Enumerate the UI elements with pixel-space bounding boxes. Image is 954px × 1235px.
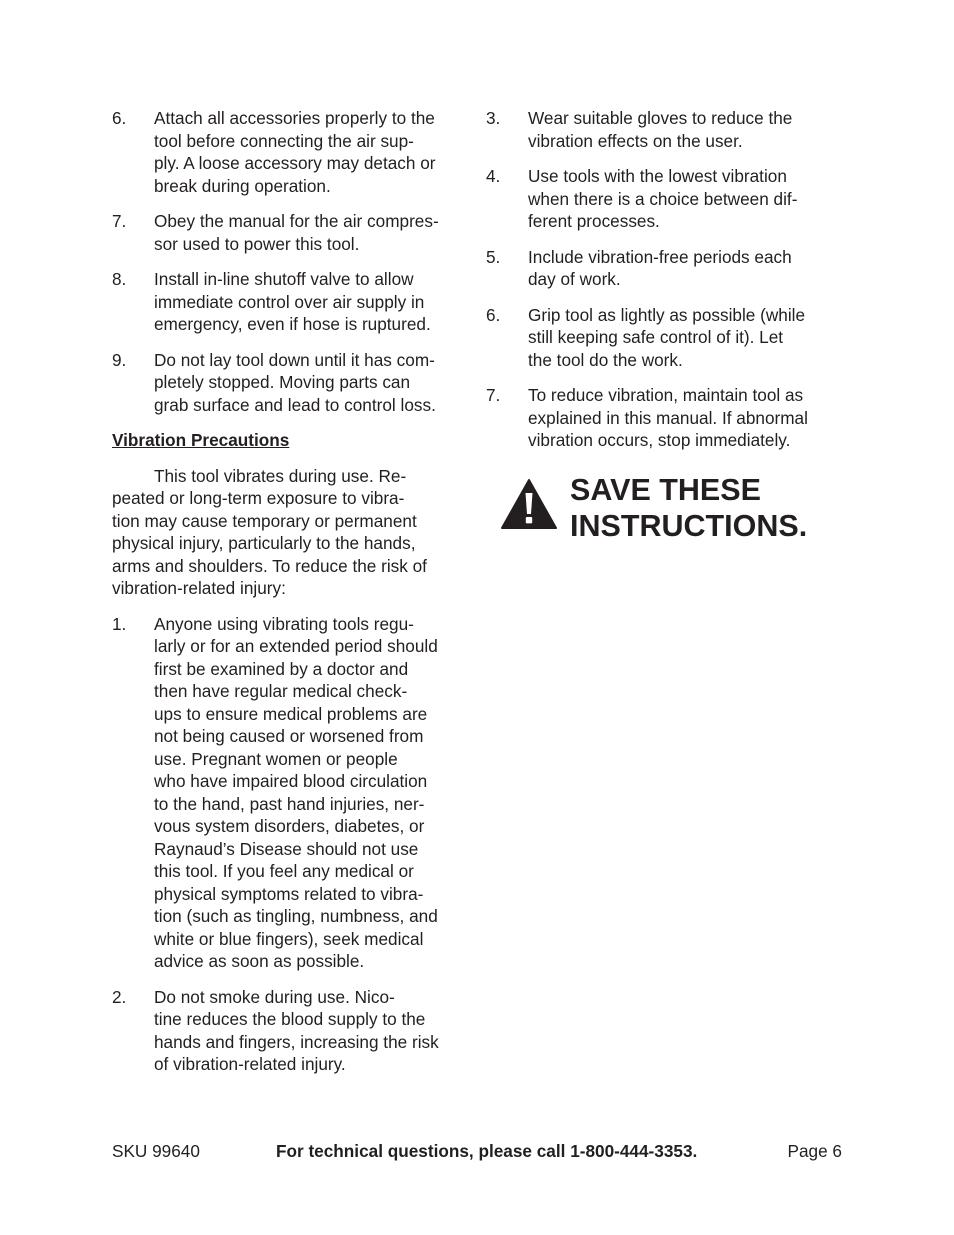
list-item <box>112 210 472 255</box>
item-number: 1. <box>112 613 127 634</box>
item-text <box>154 986 472 1076</box>
item-number: 4. <box>486 166 501 186</box>
page-number: Page 6 <box>787 1141 842 1161</box>
item-text <box>154 107 472 197</box>
text-line: when there is a choice between dif- <box>528 188 798 209</box>
text-line: sor used to power this tool. <box>154 233 360 254</box>
text-line: vibration effects on the user. <box>528 130 743 151</box>
list-item <box>486 384 846 452</box>
item-text <box>528 384 846 452</box>
text-line: grab surface and lead to control loss. <box>154 394 436 415</box>
text-line: pletely stopped. Moving parts can <box>154 372 411 392</box>
sku-label: SKU 99640 <box>112 1141 200 1161</box>
text-line: the tool do the work. <box>528 349 683 370</box>
item-text <box>154 613 472 973</box>
text-line: first be examined by a doctor and <box>154 658 409 679</box>
text-line: Raynaud’s Disease should not use <box>154 838 419 859</box>
text-line: emergency, even if hose is ruptured. <box>154 314 431 334</box>
text-line: this tool. If you feel any medical or <box>154 861 414 881</box>
item-text <box>528 165 846 233</box>
item-text <box>528 304 846 372</box>
item-text <box>154 349 472 417</box>
list-item <box>486 107 846 152</box>
text-line: This tool vibrates during use. Re- <box>154 465 407 486</box>
save-title-line: SAVE THESE <box>570 472 761 507</box>
text-line: physical injury, particularly to the hands, <box>112 533 416 553</box>
text-line: Install in-line shutoff valve to allow <box>154 269 414 289</box>
item-text <box>154 268 472 336</box>
warning-triangle-icon <box>500 478 558 530</box>
text-line: Grip tool as lightly as possible (while <box>528 304 806 325</box>
tech-support-line: For technical questions, please call 1-800-444-3353. <box>276 1141 698 1161</box>
text-line: Do not lay tool down until it has com- <box>154 349 435 370</box>
text-line: tine reduces the blood supply to the <box>154 1009 426 1029</box>
item-number: 2. <box>112 986 127 1007</box>
item-number: 5. <box>486 246 501 267</box>
list-item <box>112 107 472 197</box>
text-line: ups to ensure medical problems are <box>154 703 428 724</box>
text-line: white or blue fingers), seek medical <box>154 928 424 949</box>
list-item <box>486 165 846 233</box>
text-line: Anyone using vibrating tools regu- <box>154 613 414 634</box>
list-item <box>112 613 472 973</box>
item-number: 7. <box>486 385 501 405</box>
text-line: Use tools with the lowest vibration <box>528 166 787 186</box>
intro-paragraph <box>112 465 472 600</box>
text-line: tool before connecting the air sup- <box>154 130 414 151</box>
text-line: of vibration-related injury. <box>154 1054 346 1074</box>
item-number: 6. <box>112 108 127 128</box>
list-item <box>112 268 472 336</box>
item-number: 7. <box>112 211 127 231</box>
item-number: 3. <box>486 108 501 128</box>
save-instructions-notice <box>486 472 846 546</box>
text-line: vous system disorders, diabetes, or <box>154 816 425 836</box>
save-title <box>570 472 807 544</box>
item-text <box>528 107 846 152</box>
text-line: Include vibration-free periods each <box>528 246 792 267</box>
item-number: 9. <box>112 349 127 370</box>
list-item <box>486 304 846 372</box>
text-line: Do not smoke during use. Nico- <box>154 986 395 1007</box>
text-line: To reduce vibration, maintain tool as <box>528 385 804 405</box>
text-line: ferent processes. <box>528 211 660 231</box>
section-heading: Vibration Precautions <box>112 430 290 450</box>
text-line: physical symptoms related to vibra- <box>154 883 424 904</box>
item-text <box>154 210 472 255</box>
text-line: vibration-related injury: <box>112 578 286 598</box>
left-column <box>112 107 472 1089</box>
text-line: hands and fingers, increasing the risk <box>154 1031 439 1052</box>
text-line: day of work. <box>528 269 621 289</box>
text-line: not being caused or worsened from <box>154 726 424 746</box>
text-line: Attach all accessories properly to the <box>154 108 435 128</box>
list-item <box>112 986 472 1076</box>
text-line: Obey the manual for the air compres- <box>154 211 439 231</box>
text-line: use. Pregnant women or people <box>154 748 398 769</box>
text-line: immediate control over air supply in <box>154 291 425 312</box>
text-line: break during operation. <box>154 175 331 196</box>
item-number: 6. <box>486 304 501 325</box>
save-title-line: INSTRUCTIONS. <box>570 508 808 543</box>
text-line: tion may cause temporary or permanent <box>112 510 417 531</box>
list-item <box>486 246 846 291</box>
text-line: peated or long-term exposure to vibra- <box>112 488 405 508</box>
text-line: advice as soon as possible. <box>154 951 365 971</box>
list-item <box>112 349 472 417</box>
text-line: then have regular medical check- <box>154 681 408 701</box>
text-line: tion (such as tingling, numbness, and <box>154 906 438 926</box>
text-line: explained in this manual. If abnormal <box>528 407 808 428</box>
text-line: who have impaired blood circulation <box>154 771 428 791</box>
text-line: vibration occurs, stop immediately. <box>528 430 791 450</box>
item-text <box>528 246 846 291</box>
text-line: to the hand, past hand injuries, ner- <box>154 793 425 814</box>
text-line: Wear suitable gloves to reduce the <box>528 108 793 128</box>
text-line: still keeping safe control of it). Let <box>528 327 784 347</box>
text-line: larly or for an extended period should <box>154 636 438 656</box>
text-line: arms and shoulders. To reduce the risk of <box>112 555 427 576</box>
right-column <box>486 107 846 546</box>
item-number: 8. <box>112 269 127 289</box>
text-line: ply. A loose accessory may detach or <box>154 153 436 173</box>
